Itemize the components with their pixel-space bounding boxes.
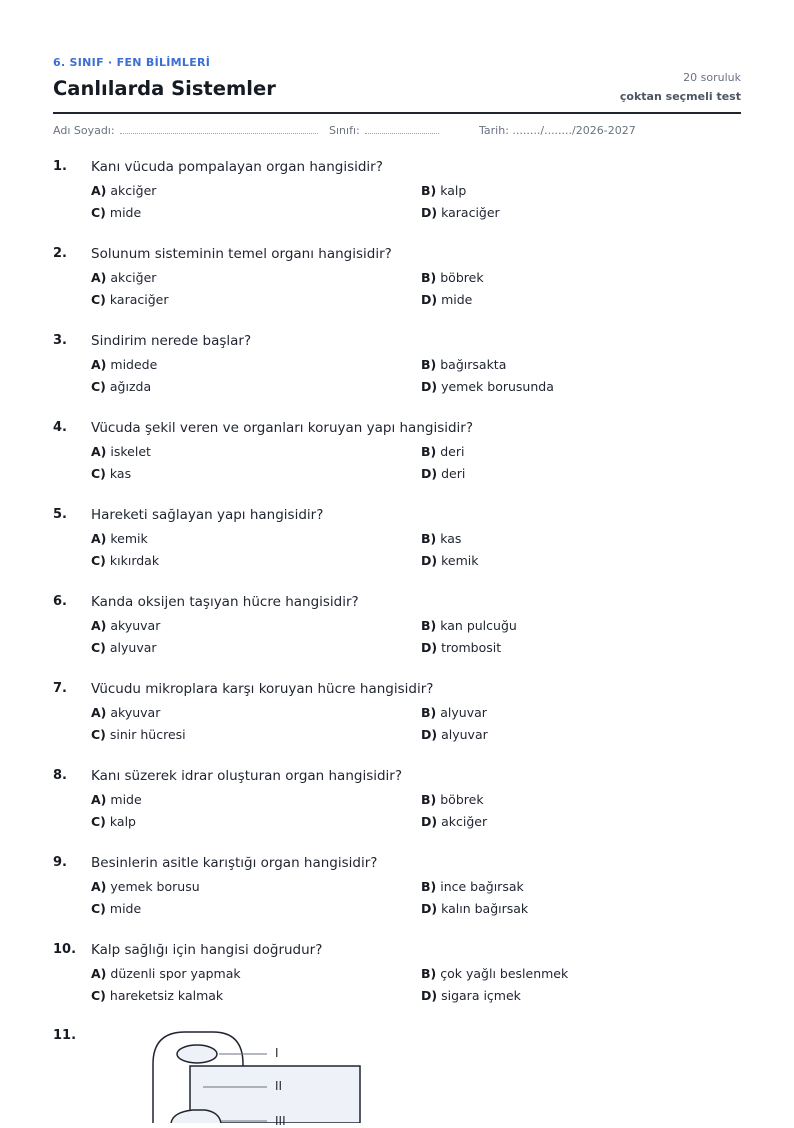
option-letter: C) — [91, 901, 106, 916]
option-text: deri — [441, 466, 466, 481]
option-text: kalp — [440, 183, 467, 198]
option-c[interactable] — [91, 553, 159, 568]
class-label: Sınıfı: — [329, 124, 360, 137]
option-letter: D) — [421, 640, 438, 655]
option-letter: A) — [91, 879, 107, 894]
option-b[interactable] — [421, 705, 487, 720]
worksheet-header — [53, 53, 741, 114]
option-letter: B) — [421, 966, 437, 981]
question-number: 1. — [53, 159, 67, 174]
option-d[interactable] — [421, 466, 465, 481]
option-b[interactable] — [421, 966, 568, 981]
option-text: karaciğer — [109, 292, 169, 307]
option-text: ince bağırsak — [440, 879, 524, 894]
option-text: iskelet — [110, 444, 151, 459]
option-d[interactable] — [421, 553, 478, 568]
option-letter: A) — [91, 357, 107, 372]
option-text: karaciğer — [441, 205, 500, 220]
option-text: kalın bağırsak — [441, 901, 529, 916]
option-letter: C) — [91, 466, 106, 481]
option-letter: C) — [91, 553, 106, 568]
option-b[interactable] — [421, 531, 461, 546]
option-letter: B) — [421, 183, 437, 198]
question-text: Solunum sisteminin temel organı hangisidir? — [91, 246, 392, 262]
name-field[interactable] — [53, 124, 318, 137]
option-text: çok yağlı beslenmek — [440, 966, 569, 981]
option-c[interactable] — [91, 292, 168, 307]
option-letter: D) — [421, 205, 438, 220]
question-text: Besinlerin asitle karıştığı organ hangisidir? — [91, 855, 378, 871]
name-label: Adı Soyadı: — [53, 124, 115, 137]
question-number: 7. — [53, 681, 67, 696]
name-blank[interactable] — [120, 124, 318, 134]
option-a[interactable] — [91, 792, 142, 807]
option-letter: B) — [421, 618, 437, 633]
question-number: 6. — [53, 594, 67, 609]
option-c[interactable] — [91, 988, 223, 1003]
option-text: akciğer — [110, 270, 157, 285]
question-1 — [53, 159, 741, 229]
option-text: mide — [441, 292, 473, 307]
option-letter: D) — [421, 553, 438, 568]
question-text: Vücuda şekil veren ve organları koruyan yapı hangisidir? — [91, 420, 474, 436]
option-text: midede — [110, 357, 158, 372]
option-letter: C) — [91, 814, 106, 829]
option-b[interactable] — [421, 792, 484, 807]
option-letter: B) — [421, 531, 437, 546]
option-letter: B) — [421, 792, 437, 807]
digestive-diagram — [53, 1022, 741, 1123]
question-text: Hareketi sağlayan yapı hangisidir? — [91, 507, 324, 523]
option-text: akyuvar — [110, 705, 161, 720]
option-text: sinir hücresi — [109, 727, 186, 742]
subject-label: 6. SINIF · FEN BİLİMLERİ — [53, 56, 211, 69]
option-text: yemek borusunda — [441, 379, 554, 394]
question-2 — [53, 246, 741, 316]
option-text: böbrek — [440, 270, 484, 285]
question-number: 9. — [53, 855, 67, 870]
option-d[interactable] — [421, 988, 521, 1003]
question-5 — [53, 507, 741, 577]
option-letter: D) — [421, 901, 438, 916]
option-c[interactable] — [91, 379, 151, 394]
option-a[interactable] — [91, 705, 160, 720]
diagram-label-iii: III — [275, 1114, 286, 1128]
option-letter: D) — [421, 814, 438, 829]
option-text: kalp — [109, 814, 136, 829]
question-number: 11. — [53, 1028, 77, 1043]
option-letter: C) — [91, 640, 106, 655]
option-d[interactable] — [421, 205, 500, 220]
question-9 — [53, 855, 741, 925]
option-letter: D) — [421, 466, 438, 481]
option-c[interactable] — [91, 205, 141, 220]
student-info-fields — [53, 124, 741, 140]
option-letter: C) — [91, 988, 106, 1003]
question-7 — [53, 681, 741, 751]
option-c[interactable] — [91, 901, 141, 916]
question-text: Kanı süzerek idrar oluşturan organ hangisidir? — [91, 768, 403, 784]
option-d[interactable] — [421, 379, 554, 394]
diagram-structure-iii — [171, 1110, 221, 1123]
option-text: kıkırdak — [109, 553, 160, 568]
option-text: akyuvar — [110, 618, 161, 633]
option-letter: D) — [421, 727, 438, 742]
date-field[interactable] — [479, 124, 636, 137]
question-number: 4. — [53, 420, 67, 435]
option-text: kemik — [110, 531, 148, 546]
diagram-structure-i — [177, 1045, 217, 1063]
option-text: yemek borusu — [110, 879, 200, 894]
option-letter: B) — [421, 444, 437, 459]
option-text: alyuvar — [441, 727, 488, 742]
option-letter: A) — [91, 183, 107, 198]
date-label: Tarih: ......../......../2026-2027 — [479, 124, 636, 137]
question-number: 5. — [53, 507, 67, 522]
class-blank[interactable] — [365, 124, 439, 134]
option-d[interactable] — [421, 640, 501, 655]
option-letter: C) — [91, 292, 106, 307]
option-letter: A) — [91, 705, 107, 720]
question-6 — [53, 594, 741, 664]
diagram-label-i: I — [275, 1046, 279, 1060]
question-number: 10. — [53, 942, 77, 957]
option-text: kas — [109, 466, 132, 481]
question-11 — [53, 1022, 741, 1128]
option-letter: A) — [91, 531, 107, 546]
option-letter: C) — [91, 205, 106, 220]
option-d[interactable] — [421, 814, 487, 829]
option-text: kemik — [441, 553, 479, 568]
option-letter: C) — [91, 379, 106, 394]
option-a[interactable] — [91, 183, 156, 198]
option-text: hareketsiz kalmak — [109, 988, 224, 1003]
option-d[interactable] — [421, 901, 528, 916]
option-a[interactable] — [91, 444, 151, 459]
option-text: bağırsakta — [440, 357, 507, 372]
option-b[interactable] — [421, 183, 466, 198]
question-number: 8. — [53, 768, 67, 783]
option-letter: D) — [421, 292, 438, 307]
option-text: mide — [109, 901, 142, 916]
class-field[interactable] — [329, 124, 439, 137]
option-b[interactable] — [421, 618, 517, 633]
option-d[interactable] — [421, 292, 472, 307]
diagram-label-ii: II — [275, 1079, 283, 1093]
option-a[interactable] — [91, 357, 157, 372]
option-letter: A) — [91, 618, 107, 633]
question-10 — [53, 942, 741, 1012]
option-a[interactable] — [91, 618, 160, 633]
option-text: düzenli spor yapmak — [110, 966, 241, 981]
option-c[interactable] — [91, 466, 131, 481]
question-text: Kalp sağlığı için hangisi doğrudur? — [91, 942, 323, 958]
option-letter: B) — [421, 357, 437, 372]
option-c[interactable] — [91, 814, 136, 829]
option-text: mide — [110, 792, 142, 807]
option-letter: A) — [91, 792, 107, 807]
option-text: alyuvar — [109, 640, 157, 655]
option-letter: D) — [421, 379, 438, 394]
option-a[interactable] — [91, 270, 156, 285]
option-letter: D) — [421, 988, 438, 1003]
option-text: kas — [440, 531, 462, 546]
question-number: 3. — [53, 333, 67, 348]
option-text: akciğer — [441, 814, 488, 829]
option-letter: B) — [421, 705, 437, 720]
option-letter: A) — [91, 444, 107, 459]
option-b[interactable] — [421, 270, 484, 285]
option-letter: B) — [421, 879, 437, 894]
option-text: trombosit — [441, 640, 502, 655]
option-text: böbrek — [440, 792, 484, 807]
option-a[interactable] — [91, 879, 200, 894]
option-letter: A) — [91, 966, 107, 981]
option-a[interactable] — [91, 531, 148, 546]
page-title: Canlılarda Sistemler — [53, 77, 276, 100]
question-text: Kanda oksijen taşıyan hücre hangisidir? — [91, 594, 359, 610]
question-number: 2. — [53, 246, 67, 261]
question-text: Sindirim nerede başlar? — [91, 333, 252, 349]
option-letter: A) — [91, 270, 107, 285]
option-letter: C) — [91, 727, 106, 742]
question-text: Kanı vücuda pompalayan organ hangisidir? — [91, 159, 383, 175]
option-text: mide — [109, 205, 142, 220]
option-text: ağızda — [109, 379, 152, 394]
option-text: alyuvar — [440, 705, 487, 720]
option-d[interactable] — [421, 727, 488, 742]
option-c[interactable] — [91, 727, 186, 742]
question-8 — [53, 768, 741, 838]
question-4 — [53, 420, 741, 490]
option-text: deri — [440, 444, 465, 459]
option-c[interactable] — [91, 640, 157, 655]
option-text: kan pulcuğu — [440, 618, 517, 633]
option-text: sigara içmek — [441, 988, 521, 1003]
question-3 — [53, 333, 741, 403]
question-count: 20 soruluk — [683, 71, 741, 84]
option-b[interactable] — [421, 879, 524, 894]
option-a[interactable] — [91, 966, 241, 981]
test-type: çoktan seçmeli test — [619, 90, 741, 103]
option-letter: B) — [421, 270, 437, 285]
question-text: Vücudu mikroplara karşı koruyan hücre hangisidir? — [91, 681, 434, 697]
option-b[interactable] — [421, 357, 506, 372]
option-text: akciğer — [110, 183, 157, 198]
option-b[interactable] — [421, 444, 465, 459]
